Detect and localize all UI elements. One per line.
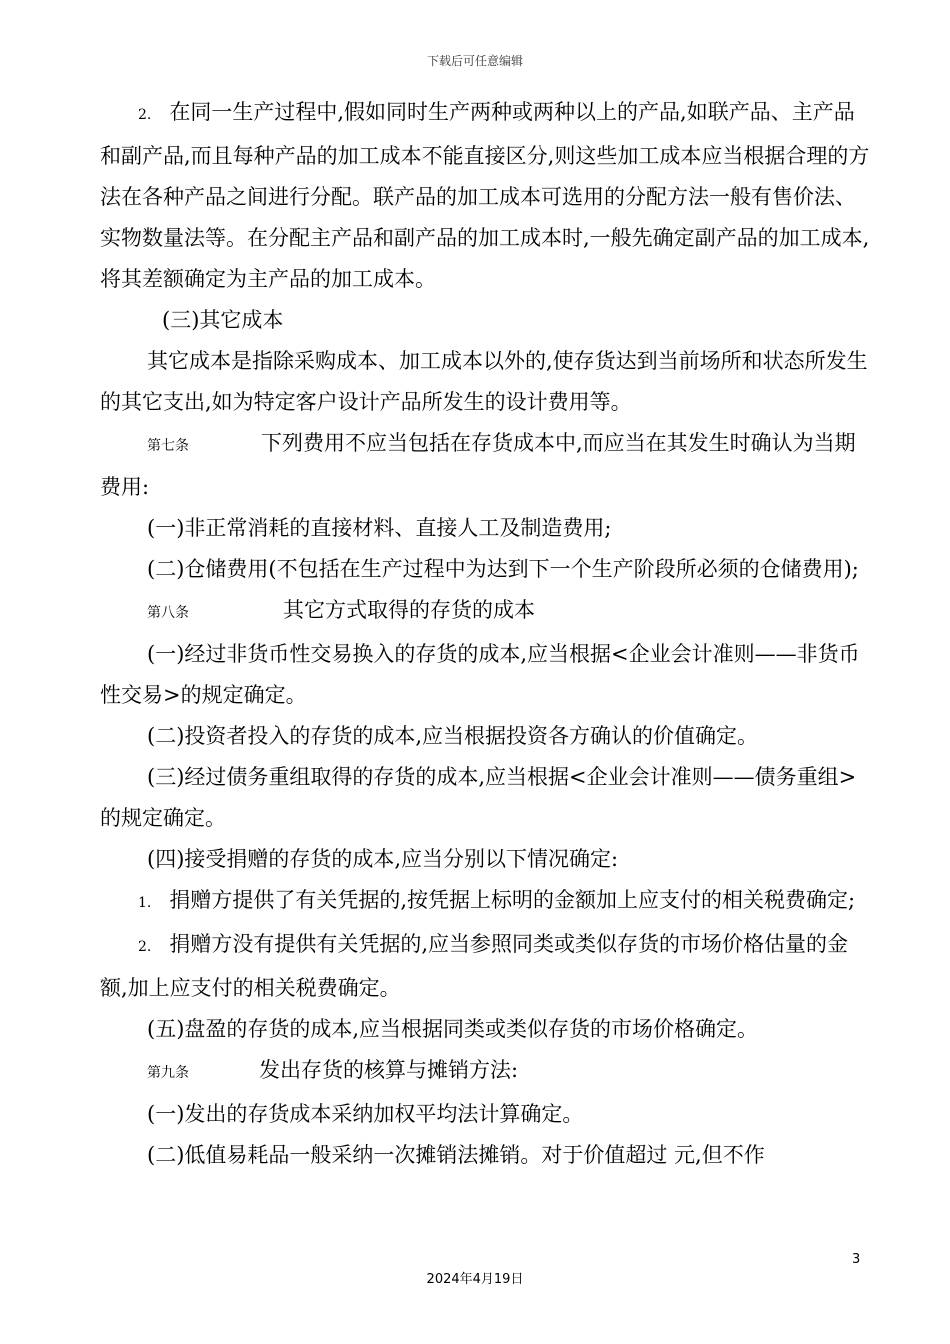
article-8 <box>100 590 870 634</box>
article-label: 第八条 <box>147 605 189 621</box>
section-heading-other-costs: (三)其它成本 <box>162 308 284 332</box>
paragraph-item: (四)接受捐赠的存货的成本,应当分别以下情况确定: <box>147 847 619 871</box>
article-text: 下列费用不应当包括在存货成本中,而应当在其发生时确认为当期费用: <box>100 431 856 499</box>
list-number: 1. <box>138 895 152 911</box>
article-text: 其它方式取得的存货的成本 <box>283 598 535 622</box>
paragraph-subitem <box>100 924 870 1009</box>
paragraph-joint-products <box>100 92 870 300</box>
list-number: 2. <box>138 939 152 955</box>
paragraph-item: (一)经过非货币性交易换入的存货的成本,应当根据<企业会计准则——非货币性交易>的规定确定。 <box>100 642 860 707</box>
paragraph-text: 捐赠方提供了有关凭据的,按凭据上标明的金额加上应支付的相关税费确定; <box>169 888 856 912</box>
paragraph-text: 在同一生产过程中,假如同时生产两种或两种以上的产品,如联产品、主产品和副产品,而且每种产品的加工成本不能直接区分,则这些加工成本应当根据合理的方法在各种产品之间进行分配。联产品的加工成本可选用的分配方法一般有售价法、实物数量法等。在分配主产品和副产品的加工成本时,一般先确定副产品的加工成本,将其差额确定为主产品的加工成本。 <box>100 100 870 291</box>
page-number: 3 <box>852 1252 861 1267</box>
paragraph-item: (五)盘盈的存货的成本,应当根据同类或类似存货的市场价格确定。 <box>147 1017 759 1041</box>
paragraph-other-costs: 其它成本是指除采购成本、加工成本以外的,使存货达到当前场所和状态所发生的其它支出,如为特定客户设计产品所发生的设计费用等。 <box>100 349 868 414</box>
paragraph-item: (二)投资者投入的存货的成本,应当根据投资各方确认的价值确定。 <box>147 724 759 748</box>
paragraph-item: (一)发出的存货成本采纳加权平均法计算确定。 <box>147 1102 584 1126</box>
paragraph-text: 捐赠方没有提供有关凭据的,应当参照同类或类似存货的市场价格估量的金额,加上应支付的相关税费确定。 <box>100 932 849 1000</box>
article-text: 发出存货的核算与摊销方法: <box>259 1058 519 1082</box>
page-footer-date: 2024年4月19日 <box>426 1272 524 1287</box>
article-label: 第九条 <box>147 1065 189 1081</box>
article-7 <box>100 423 870 508</box>
paragraph-item: (三)经过债务重组取得的存货的成本,应当根据<企业会计准则——债务重组>的规定确定。 <box>100 765 857 830</box>
article-label: 第七条 <box>147 438 189 454</box>
list-number: 2. <box>138 107 152 123</box>
paragraph-item: (一)非正常消耗的直接材料、直接人工及制造费用; <box>147 516 612 540</box>
document-body <box>100 92 870 1176</box>
page-header: 下载后可任意编辑 <box>426 54 523 68</box>
paragraph-item: (二)低值易耗品一般采纳一次摊销法摊销。对于价值超过 元,但不作 <box>147 1143 765 1167</box>
article-9 <box>100 1050 870 1094</box>
paragraph-subitem <box>100 880 870 924</box>
paragraph-item: (二)仓储费用(不包括在生产过程中为达到下一个生产阶段所必须的仓储费用); <box>147 557 859 581</box>
